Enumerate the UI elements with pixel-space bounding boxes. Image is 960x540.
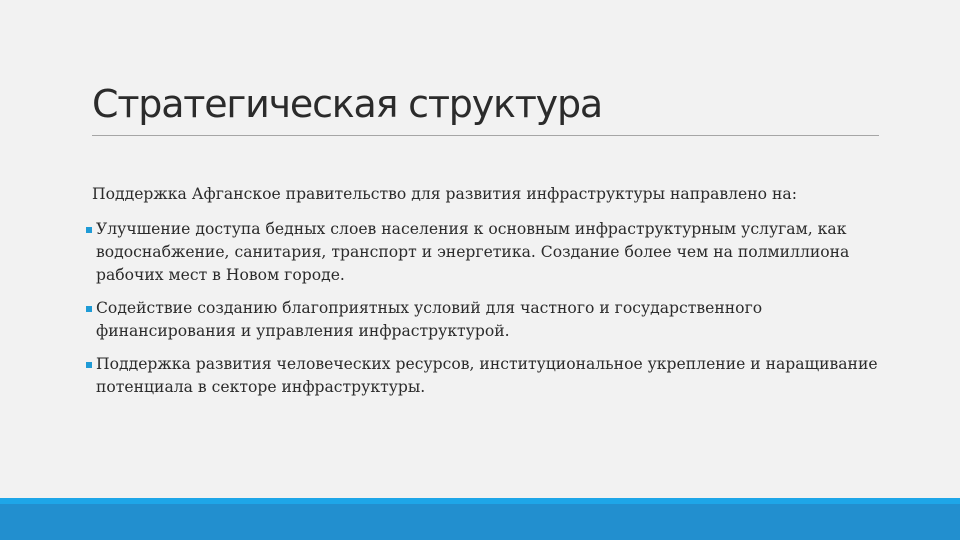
bullet-item — [92, 353, 892, 399]
title-divider — [92, 135, 879, 136]
bottom-accent-stripe — [0, 498, 960, 504]
bullet-text: Улучшение доступа бедных слоев населения к основным инфраструктурным услугам, как водоснабжение, санитария, транспорт и энергетика. Создание более чем на полмиллиона рабочих мест в Новом городе. — [96, 220, 850, 284]
intro-text: Поддержка Афганское правительство для развития инфраструктуры направлено на: — [92, 185, 797, 203]
bullet-item — [92, 297, 892, 343]
bottom-accent-bar — [0, 498, 960, 540]
bullet-text: Содействие созданию благоприятных условий для частного и государственного финансирования и управления инфраструктурой. — [96, 299, 763, 340]
bullet-text: Поддержка развития человеческих ресурсов, институциональное укрепление и наращивание потенциала в секторе инфраструктуры. — [96, 355, 878, 396]
bullet-square-icon — [86, 306, 92, 312]
bullet-square-icon — [86, 362, 92, 368]
slide-body — [92, 183, 892, 409]
slide-title: Стратегическая структура — [92, 82, 602, 126]
bullet-square-icon — [86, 227, 92, 233]
bullet-item — [92, 218, 892, 287]
